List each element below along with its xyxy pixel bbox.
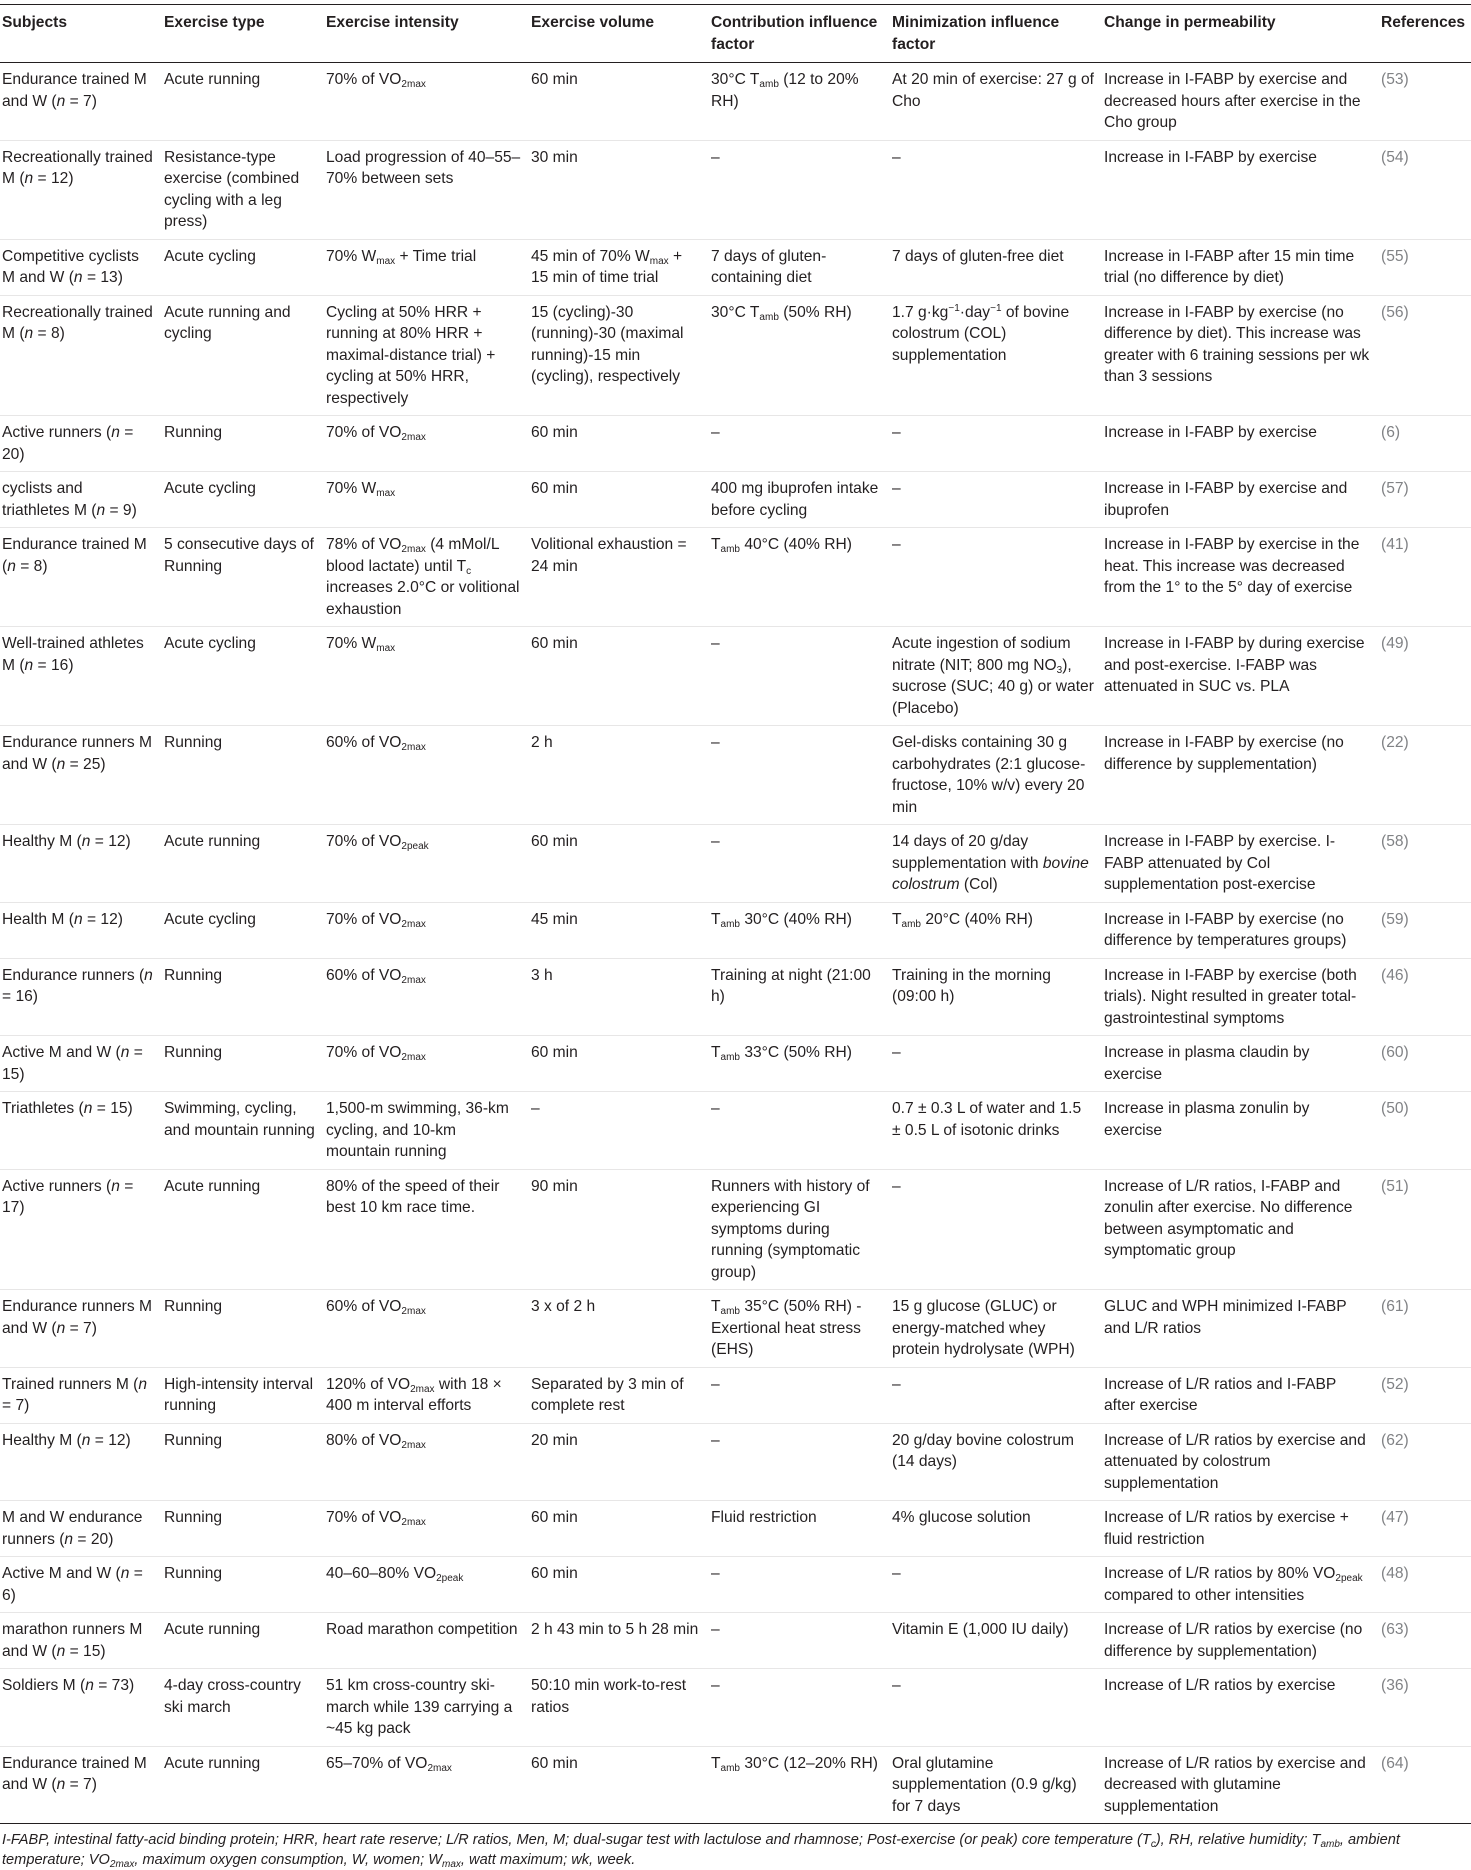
cell-change-permeability: Increase of L/R ratios and I-FABP after exercise (1102, 1367, 1379, 1423)
table-row (0, 1669, 1471, 1747)
table-body (0, 63, 1471, 1824)
cell-reference: (64) (1379, 1746, 1471, 1824)
table-row (0, 295, 1471, 416)
cell-contribution-factor: – (709, 1669, 890, 1747)
cell-reference: (58) (1379, 825, 1471, 903)
cell-reference: (61) (1379, 1290, 1471, 1368)
cell-exercise-type: Acute running (162, 1746, 324, 1824)
cell-change-permeability: Increase of L/R ratios by exercise (1102, 1669, 1379, 1747)
cell-contribution-factor: 30°C $T_{amb}$ (50% RH) (709, 295, 890, 416)
cell-exercise-volume: 60 min (529, 1746, 709, 1824)
cell-change-permeability: Increase in I-FABP by exercise (no difference by temperatures groups) (1102, 902, 1379, 958)
table-row (0, 239, 1471, 295)
cell-subjects: Endurance runners (n = 16) (0, 958, 162, 1036)
cell-minimization-factor: – (890, 1669, 1102, 1747)
cell-exercise-type: Running (162, 1501, 324, 1557)
cell-exercise-intensity: 120% of $VO_{2max}$ with 18 × 400 m interval efforts (324, 1367, 529, 1423)
table-row (0, 1557, 1471, 1613)
table-row (0, 902, 1471, 958)
cell-contribution-factor: – (709, 627, 890, 726)
cell-subjects: Active M and W (n = 15) (0, 1036, 162, 1092)
cell-exercise-volume: 90 min (529, 1169, 709, 1290)
cell-subjects: Triathletes (n = 15) (0, 1092, 162, 1170)
cell-exercise-volume: 3 h (529, 958, 709, 1036)
cell-reference: (59) (1379, 902, 1471, 958)
cell-exercise-intensity: 70% of $VO_{2max}$ (324, 416, 529, 472)
cell-exercise-intensity: 60% of $VO_{2max}$ (324, 958, 529, 1036)
cell-exercise-volume: 50:10 min work-to-rest ratios (529, 1669, 709, 1747)
cell-change-permeability: Increase in I-FABP by during exercise and post-exercise. I-FABP was attenuated in SUC vs. PLA (1102, 627, 1379, 726)
table-row (0, 1501, 1471, 1557)
cell-minimization-factor: Acute ingestion of sodium nitrate (NIT; 800 mg $NO_3$), sucrose (SUC; 40 g) or water (Placebo) (890, 627, 1102, 726)
cell-exercise-volume: 3 x of 2 h (529, 1290, 709, 1368)
cell-reference: (48) (1379, 1557, 1471, 1613)
cell-reference: (54) (1379, 140, 1471, 239)
cell-change-permeability: Increase in plasma claudin by exercise (1102, 1036, 1379, 1092)
cell-change-permeability: GLUC and WPH minimized I-FABP and L/R ratios (1102, 1290, 1379, 1368)
cell-contribution-factor: $T_{amb}$ 35°C (50% RH) - Exertional heat stress (EHS) (709, 1290, 890, 1368)
header-exercise-type: Exercise type (162, 5, 324, 63)
cell-change-permeability: Increase of L/R ratios by exercise (no difference by supplementation) (1102, 1613, 1379, 1669)
cell-minimization-factor: 0.7 ± 0.3 L of water and 1.5 ± 0.5 L of isotonic drinks (890, 1092, 1102, 1170)
cell-exercise-intensity: 70% of $VO_{2max}$ (324, 902, 529, 958)
cell-change-permeability: Increase of L/R ratios by exercise + fluid restriction (1102, 1501, 1379, 1557)
cell-exercise-volume: 60 min (529, 416, 709, 472)
cell-minimization-factor: 7 days of gluten-free diet (890, 239, 1102, 295)
cell-exercise-type: Acute cycling (162, 472, 324, 528)
cell-contribution-factor: – (709, 1367, 890, 1423)
table-row (0, 1092, 1471, 1170)
table-footnote: I-FABP, intestinal fatty-acid binding protein; HRR, heart rate reserve; L/R ratios, Men, M; dual-sugar test with lactulose and rhamnose; Post-exercise (or peak) core temperature $(T_c)$, RH, relative humidity; $T_{amb}$, ambient temperature; $VO_{2max}$, maximum oxygen consumption, W, women; $W_{max}$, watt maximum; wk, week. (2, 1832, 1400, 1870)
cell-exercise-volume: 60 min (529, 472, 709, 528)
cell-exercise-volume: 2 h (529, 726, 709, 825)
table-row (0, 627, 1471, 726)
cell-exercise-intensity: 60% of $VO_{2max}$ (324, 726, 529, 825)
cell-minimization-factor: – (890, 140, 1102, 239)
cell-exercise-type: 5 consecutive days of Running (162, 528, 324, 627)
cell-minimization-factor: – (890, 1557, 1102, 1613)
cell-exercise-volume: 60 min (529, 1036, 709, 1092)
cell-change-permeability: Increase in I-FABP by exercise in the heat. This increase was decreased from the 1° to the 5° day of exercise (1102, 528, 1379, 627)
cell-exercise-volume: 60 min (529, 825, 709, 903)
cell-reference: (41) (1379, 528, 1471, 627)
cell-exercise-intensity: Load progression of 40–55–70% between sets (324, 140, 529, 239)
cell-minimization-factor: Oral glutamine supplementation (0.9 g/kg) for 7 days (890, 1746, 1102, 1824)
cell-reference: (53) (1379, 63, 1471, 141)
cell-minimization-factor: Gel-disks containing 30 g carbohydrates (2:1 glucose-fructose, 10% w/v) every 20 min (890, 726, 1102, 825)
cell-minimization-factor: 4% glucose solution (890, 1501, 1102, 1557)
cell-contribution-factor: 30°C $T_{amb}$ (12 to 20% RH) (709, 63, 890, 141)
cell-exercise-type: Acute running (162, 825, 324, 903)
cell-reference: (62) (1379, 1423, 1471, 1501)
cell-reference: (46) (1379, 958, 1471, 1036)
cell-exercise-volume: 20 min (529, 1423, 709, 1501)
cell-change-permeability: Increase in I-FABP by exercise (1102, 140, 1379, 239)
cell-exercise-type: Acute running (162, 63, 324, 141)
cell-subjects: M and W endurance runners (n = 20) (0, 1501, 162, 1557)
cell-minimization-factor: – (890, 1036, 1102, 1092)
cell-contribution-factor: 400 mg ibuprofen intake before cycling (709, 472, 890, 528)
cell-subjects: Active runners (n = 20) (0, 416, 162, 472)
cell-exercise-intensity: Cycling at 50% HRR + running at 80% HRR + maximal-distance trial) + cycling at 50% HRR, respectively (324, 295, 529, 416)
cell-exercise-type: Acute cycling (162, 902, 324, 958)
table-row (0, 140, 1471, 239)
cell-subjects: Endurance runners M and W (n = 7) (0, 1290, 162, 1368)
cell-exercise-type: Resistance-type exercise (combined cycling with a leg press) (162, 140, 324, 239)
cell-minimization-factor: – (890, 416, 1102, 472)
cell-change-permeability: Increase in I-FABP by exercise and ibuprofen (1102, 472, 1379, 528)
cell-reference: (63) (1379, 1613, 1471, 1669)
cell-contribution-factor: – (709, 1423, 890, 1501)
table-row (0, 825, 1471, 903)
cell-exercise-intensity: 51 km cross-country ski-march while 139 carrying a ~45 kg pack (324, 1669, 529, 1747)
data-table (0, 4, 1471, 1824)
cell-change-permeability: Increase in I-FABP by exercise (no difference by supplementation) (1102, 726, 1379, 825)
cell-change-permeability: Increase of L/R ratios by exercise and attenuated by colostrum supplementation (1102, 1423, 1379, 1501)
header-change-permeability: Change in permeability (1102, 5, 1379, 63)
cell-subjects: Endurance trained M and W (n = 7) (0, 63, 162, 141)
cell-change-permeability: Increase in I-FABP by exercise and decreased hours after exercise in the Cho group (1102, 63, 1379, 141)
table-row (0, 1367, 1471, 1423)
cell-subjects: Healthy M (n = 12) (0, 825, 162, 903)
cell-exercise-type: Acute cycling (162, 239, 324, 295)
cell-exercise-volume: – (529, 1092, 709, 1170)
cell-exercise-volume: Volitional exhaustion = 24 min (529, 528, 709, 627)
cell-minimization-factor: Training in the morning (09:00 h) (890, 958, 1102, 1036)
cell-exercise-volume: Separated by 3 min of complete rest (529, 1367, 709, 1423)
cell-reference: (47) (1379, 1501, 1471, 1557)
cell-subjects: Endurance trained M and W (n = 7) (0, 1746, 162, 1824)
cell-reference: (52) (1379, 1367, 1471, 1423)
cell-change-permeability: Increase in I-FABP after 15 min time trial (no difference by diet) (1102, 239, 1379, 295)
header-contribution-factor: Contribution influence factor (709, 5, 890, 63)
cell-minimization-factor: 15 g glucose (GLUC) or energy-matched whey protein hydrolysate (WPH) (890, 1290, 1102, 1368)
cell-contribution-factor: Training at night (21:00 h) (709, 958, 890, 1036)
cell-exercise-intensity: 70% of $VO_{2max}$ (324, 1501, 529, 1557)
cell-minimization-factor: – (890, 528, 1102, 627)
cell-exercise-volume: 2 h 43 min to 5 h 28 min (529, 1613, 709, 1669)
cell-minimization-factor: At 20 min of exercise: 27 g of Cho (890, 63, 1102, 141)
cell-exercise-intensity: 70% $W_{max}$ (324, 627, 529, 726)
cell-contribution-factor: $T_{amb}$ 30°C (40% RH) (709, 902, 890, 958)
table-row (0, 1169, 1471, 1290)
cell-exercise-type: Running (162, 1290, 324, 1368)
cell-subjects: Endurance trained M (n = 8) (0, 528, 162, 627)
cell-reference: (50) (1379, 1092, 1471, 1170)
cell-contribution-factor: Fluid restriction (709, 1501, 890, 1557)
cell-exercise-type: Running (162, 1557, 324, 1613)
cell-exercise-intensity: 60% of $VO_{2max}$ (324, 1290, 529, 1368)
table-row (0, 528, 1471, 627)
table-row (0, 1423, 1471, 1501)
cell-reference: (55) (1379, 239, 1471, 295)
header-references: References (1379, 5, 1471, 63)
cell-exercise-intensity: 1,500-m swimming, 36-km cycling, and 10-km mountain running (324, 1092, 529, 1170)
cell-minimization-factor: 14 days of 20 g/day supplementation with bovine colostrum (Col) (890, 825, 1102, 903)
cell-contribution-factor: – (709, 825, 890, 903)
cell-reference: (6) (1379, 416, 1471, 472)
cell-subjects: Competitive cyclists M and W (n = 13) (0, 239, 162, 295)
cell-exercise-intensity: Road marathon competition (324, 1613, 529, 1669)
cell-reference: (57) (1379, 472, 1471, 528)
cell-exercise-type: Acute running (162, 1613, 324, 1669)
cell-contribution-factor: – (709, 1092, 890, 1170)
cell-exercise-type: Running (162, 416, 324, 472)
table-row (0, 1746, 1471, 1824)
cell-exercise-intensity: 70% of $VO_{2max}$ (324, 63, 529, 141)
cell-contribution-factor: 7 days of gluten-containing diet (709, 239, 890, 295)
cell-change-permeability: Increase of L/R ratios by exercise and decreased with glutamine supplementation (1102, 1746, 1379, 1824)
cell-contribution-factor: – (709, 416, 890, 472)
cell-contribution-factor: – (709, 140, 890, 239)
cell-minimization-factor: Vitamin E (1,000 IU daily) (890, 1613, 1102, 1669)
cell-subjects: Recreationally trained M (n = 8) (0, 295, 162, 416)
cell-exercise-volume: 60 min (529, 63, 709, 141)
cell-exercise-volume: 60 min (529, 627, 709, 726)
cell-contribution-factor: $T_{amb}$ 40°C (40% RH) (709, 528, 890, 627)
cell-exercise-intensity: 70% of $VO_{2max}$ (324, 1036, 529, 1092)
cell-contribution-factor: $T_{amb}$ 30°C (12–20% RH) (709, 1746, 890, 1824)
cell-change-permeability: Increase in I-FABP by exercise (both trials). Night resulted in greater total-gastrointestinal symptoms (1102, 958, 1379, 1036)
header-exercise-volume: Exercise volume (529, 5, 709, 63)
cell-minimization-factor: – (890, 1367, 1102, 1423)
cell-exercise-volume: 60 min (529, 1501, 709, 1557)
cell-subjects: Soldiers M (n = 73) (0, 1669, 162, 1747)
cell-contribution-factor: – (709, 726, 890, 825)
cell-exercise-intensity: 40–60–80% $VO_{2peak}$ (324, 1557, 529, 1613)
table-row (0, 63, 1471, 141)
cell-exercise-intensity: 80% of $VO_{2max}$ (324, 1423, 529, 1501)
table-row (0, 472, 1471, 528)
cell-exercise-volume: 45 min (529, 902, 709, 958)
cell-reference: (49) (1379, 627, 1471, 726)
table-row (0, 958, 1471, 1036)
cell-change-permeability: Increase of L/R ratios, I-FABP and zonulin after exercise. No difference between asymptomatic and symptomatic group (1102, 1169, 1379, 1290)
header-subjects: Subjects (0, 5, 162, 63)
cell-exercise-intensity: 78% of $VO_{2max}$ (4 mMol/L blood lactate) until $T_c$ increases 2.0°C or volitional exhaustion (324, 528, 529, 627)
cell-exercise-type: Acute cycling (162, 627, 324, 726)
table-row (0, 1036, 1471, 1092)
table-row (0, 1613, 1471, 1669)
header-minimization-factor: Minimization influence factor (890, 5, 1102, 63)
cell-change-permeability: Increase in plasma zonulin by exercise (1102, 1092, 1379, 1170)
cell-change-permeability: Increase in I-FABP by exercise (1102, 416, 1379, 472)
cell-exercise-intensity: 70% of $VO_{2peak}$ (324, 825, 529, 903)
cell-subjects: Health M (n = 12) (0, 902, 162, 958)
cell-minimization-factor: 20 g/day bovine colostrum (14 days) (890, 1423, 1102, 1501)
cell-reference: (51) (1379, 1169, 1471, 1290)
cell-exercise-type: Running (162, 958, 324, 1036)
cell-contribution-factor: Runners with history of experiencing GI symptoms during running (symptomatic group) (709, 1169, 890, 1290)
cell-reference: (56) (1379, 295, 1471, 416)
cell-minimization-factor: 1.7 $g\cdot kg^{-1}\cdot day^{-1}$ of bovine colostrum (COL) supplementation (890, 295, 1102, 416)
cell-reference: (22) (1379, 726, 1471, 825)
cell-subjects: Healthy M (n = 12) (0, 1423, 162, 1501)
cell-exercise-intensity: 80% of the speed of their best 10 km race time. (324, 1169, 529, 1290)
cell-exercise-intensity: 70% $W_{max}$ + Time trial (324, 239, 529, 295)
cell-exercise-type: Running (162, 1423, 324, 1501)
cell-subjects: marathon runners M and W (n = 15) (0, 1613, 162, 1669)
cell-subjects: Recreationally trained M (n = 12) (0, 140, 162, 239)
cell-exercise-type: High-intensity interval running (162, 1367, 324, 1423)
cell-exercise-type: Acute running (162, 1169, 324, 1290)
cell-contribution-factor: – (709, 1557, 890, 1613)
cell-minimization-factor: – (890, 472, 1102, 528)
cell-minimization-factor: – (890, 1169, 1102, 1290)
cell-change-permeability: Increase in I-FABP by exercise (no difference by diet). This increase was greater with 6 training sessions per wk than 3 sessions (1102, 295, 1379, 416)
cell-contribution-factor: – (709, 1613, 890, 1669)
cell-exercise-volume: 45 min of 70% $W_{max} + 15$ min of time trial (529, 239, 709, 295)
cell-subjects: Endurance runners M and W (n = 25) (0, 726, 162, 825)
cell-exercise-type: Running (162, 1036, 324, 1092)
cell-subjects: Active M and W (n = 6) (0, 1557, 162, 1613)
table-row (0, 726, 1471, 825)
cell-contribution-factor: $T_{amb}$ 33°C (50% RH) (709, 1036, 890, 1092)
cell-reference: (36) (1379, 1669, 1471, 1747)
cell-exercise-volume: 15 (cycling)-30 (running)-30 (maximal running)-15 min (cycling), respectively (529, 295, 709, 416)
cell-exercise-volume: 60 min (529, 1557, 709, 1613)
cell-exercise-type: Running (162, 726, 324, 825)
cell-change-permeability: Increase of L/R ratios by 80% $VO_{2peak}$ compared to other intensities (1102, 1557, 1379, 1613)
header-exercise-intensity: Exercise intensity (324, 5, 529, 63)
cell-change-permeability: Increase in I-FABP by exercise. I-FABP attenuated by Col supplementation post-exercise (1102, 825, 1379, 903)
cell-subjects: Active runners (n = 17) (0, 1169, 162, 1290)
cell-minimization-factor: $T_{amb}$ 20°C (40% RH) (890, 902, 1102, 958)
table-row (0, 1290, 1471, 1368)
cell-exercise-type: Swimming, cycling, and mountain running (162, 1092, 324, 1170)
cell-subjects: Well-trained athletes M (n = 16) (0, 627, 162, 726)
cell-subjects: cyclists and triathletes M (n = 9) (0, 472, 162, 528)
cell-subjects: Trained runners M (n = 7) (0, 1367, 162, 1423)
table-header (0, 5, 1471, 63)
cell-reference: (60) (1379, 1036, 1471, 1092)
cell-exercise-intensity: 65–70% of $VO_{2max}$ (324, 1746, 529, 1824)
cell-exercise-intensity: 70% $W_{max}$ (324, 472, 529, 528)
cell-exercise-type: Acute running and cycling (162, 295, 324, 416)
cell-exercise-volume: 30 min (529, 140, 709, 239)
table-row (0, 416, 1471, 472)
cell-exercise-type: 4-day cross-country ski march (162, 1669, 324, 1747)
